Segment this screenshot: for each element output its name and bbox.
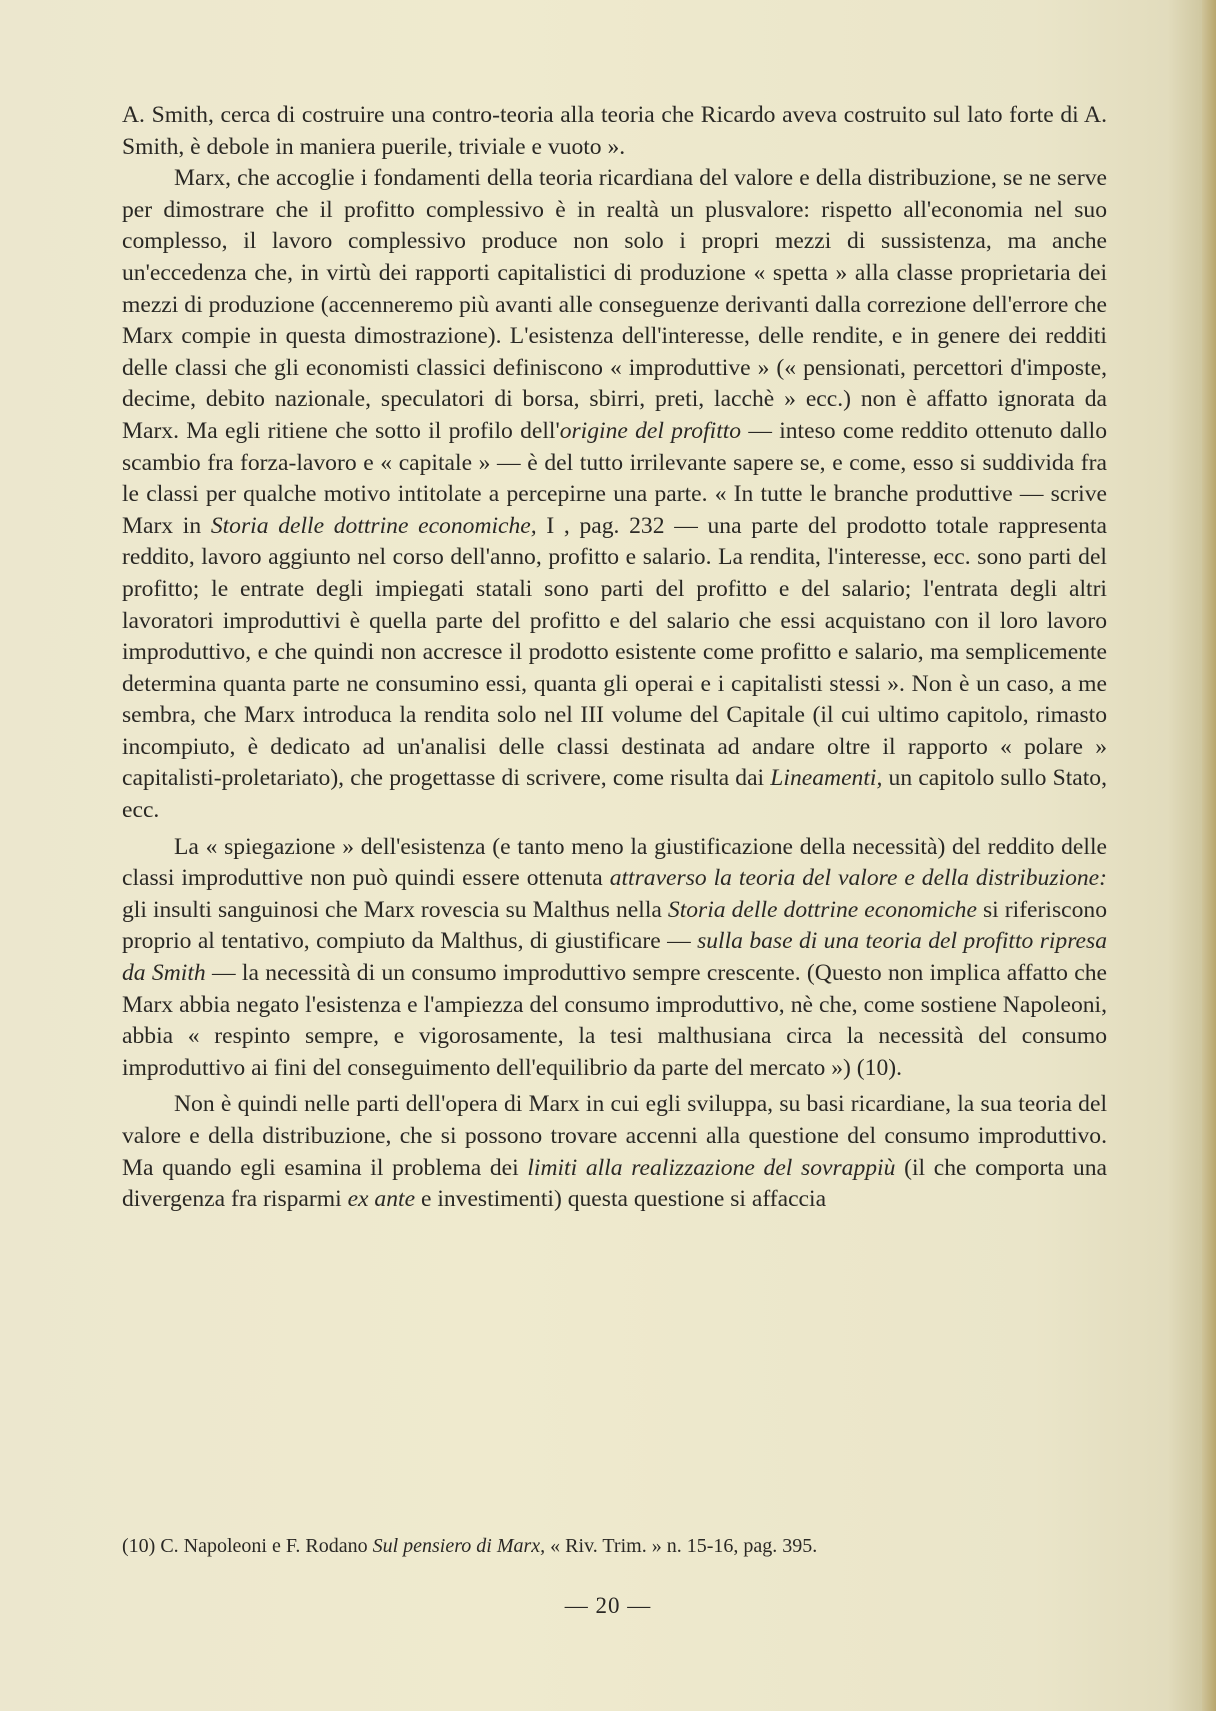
text-run: « Riv. Trim. » n. 15-16, pag. 395. [545,1535,818,1557]
italic-text: Storia delle dottrine economiche [667,896,977,923]
text-run: (il che comporta una divergenza fra risparmi [122,1154,1107,1213]
text-run: gli insulti sanguinosi che Marx rovescia su Malthus nella [122,896,668,923]
paragraph [122,163,1107,826]
page-edge [1202,0,1216,1711]
text-run: I , pag. 232 — una parte del prodotto totale rappresenta reddito, lavoro aggiunto nel corso dell'anno, profitto e salario. La rendita, l'interesse, ecc. sono parti del profitto; le entrate degli impiegati statali sono parti del profitto e del salario; l'entrata degli altri lavoratori improduttivi è quella parte del profitto e del salario che essi acquistano con il loro lavoro improduttivo, e che quindi non accresce il prodotto esistente come profitto e salario, ma semplicemente determina quanta parte ne consumino essi, quanta gli operai e i capitalisti stessi ». Non è un caso, a me sembra, che Marx introduca la rendita solo nel III volume del Capitale (il cui ultimo capitolo, rimasto incompiuto, è dedicato ad un'analisi delle classi destinata ad andare oltre il rapporto « polare » capitalisti-proletariato), che progettasse di scrivere, come risulta dai [122,512,1107,792]
text-run: e investimenti) questa questione si affaccia [415,1186,827,1213]
text-run: La « spiegazione » dell'esistenza (e tanto meno la giustificazione della necessità) del reddito delle classi improduttive non può quindi essere ottenuta [122,833,1107,892]
italic-text: origine del profitto [559,417,742,444]
italic-text: Storia delle dottrine economiche, [210,512,537,539]
paragraph [122,100,1107,163]
body-text [122,100,1107,1216]
footnote [122,1533,1107,1559]
text-run: — inteso come reddito ottenuto dallo scambio fra forza-lavoro e « capitale » — è del tutto irrilevante sapere se, e come, esso si suddivida fra le classi per qualche motivo intitolate a percepirne una parte. « In tutte le branche produttive — scrive Marx in [122,417,1107,539]
italic-text: Lineamenti, [770,765,883,792]
paragraph [122,832,1107,1085]
text-run: Non è quindi nelle parti dell'opera di Marx in cui egli sviluppa, su basi ricardiane, la sua teoria del valore e della distribuzione, che si possono trovare accenni alla questione del consumo improduttivo. Ma quando egli esamina il problema dei [122,1091,1107,1181]
text-run: Marx, che accoglie i fondamenti della teoria ricardiana del valore e della distribuzione, se ne serve per dimostrare che il profitto complessivo è in realtà un plusvalore: rispetto all'economia nel suo complesso, il lavoro complessivo produce non solo i propri mezzi di sussistenza, ma anche un'eccedenza che, in virtù dei rapporti capitalistici di produzione « spetta » alla classe proprietaria dei mezzi di produzione (accenneremo più avanti alle conseguenze derivanti dalla correzione dell'errore che Marx compie in questa dimostrazione). L'esistenza dell'interesse, delle rendite, e in genere dei redditi delle classi che gli economisti classici definiscono « improduttive » (« pensionati, percettori d'imposte, decime, debito nazionale, speculatori di borsa, sbirri, preti, lacchè » ecc.) non è affatto ignorata da Marx. Ma egli ritiene che sotto il profilo dell' [122,165,1107,444]
italic-text: attraverso la teoria del valore e della distribuzione: [609,865,1107,892]
italic-text: ex ante [347,1186,416,1213]
page-number: — 20 — [564,1593,652,1618]
italic-text: Sul pensiero di Marx, [372,1535,546,1557]
text-run: (10) C. Napoleoni e F. Rodano [122,1535,373,1557]
text-run: un capitolo sullo Stato, ecc. [122,765,1107,824]
italic-text: sulla base di una teoria del profitto ripresa da Smith [122,928,1107,987]
italic-text: limiti alla realizzazione del sovrappiù [527,1154,896,1181]
paragraph [122,1089,1107,1215]
text-run: — la necessità di un consumo improduttivo sempre crescente. (Questo non implica affatto che Marx abbia negato l'esistenza e l'ampiezza del consumo improduttivo, nè che, come sostiene Napoleoni, abbia « respinto sempre, e vigorosamente, la tesi malthusiana circa la necessità del consumo improduttivo ai fini del conseguimento dell'equilibrio da parte del mercato ») (10). [122,960,1107,1081]
text-run: si riferiscono proprio al tentativo, compiuto da Malthus, di giustificare — [122,896,1107,955]
text-run: A. Smith, cerca di costruire una contro-teoria alla teoria che Ricardo aveva costruito sul lato forte di A. Smith, è debole in maniera puerile, triviale e vuoto ». [122,102,1107,160]
